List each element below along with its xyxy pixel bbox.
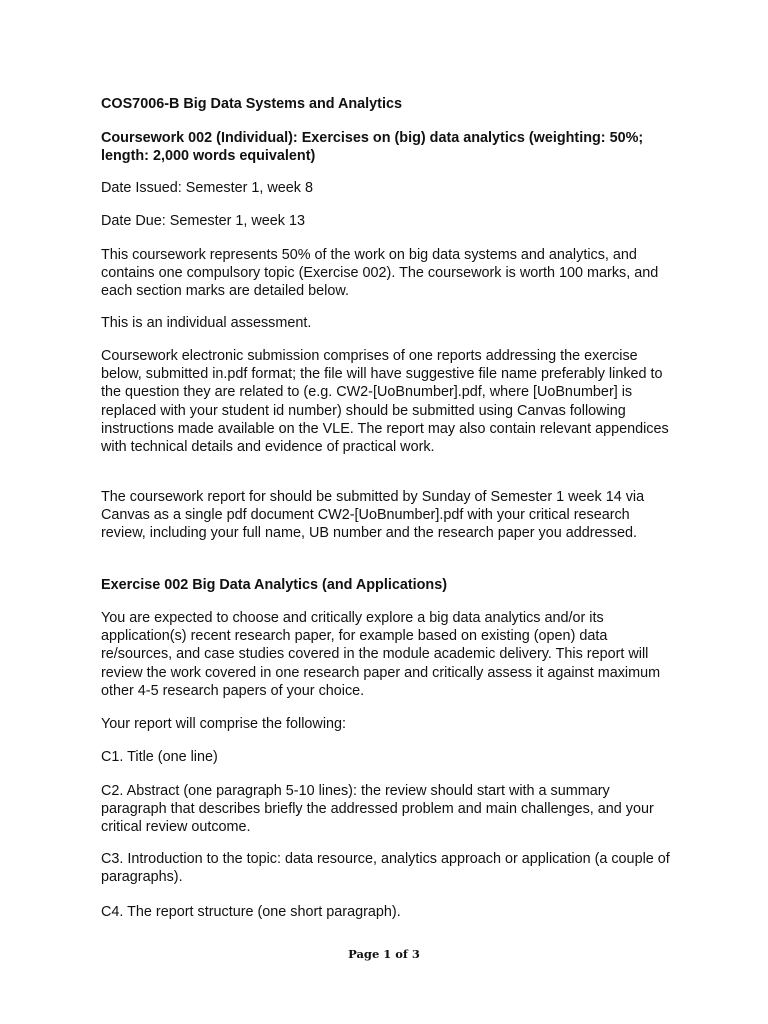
- deadline-paragraph: The coursework report for should be submitted by Sunday of Semester 1 week 14 via Canvas as a single pdf document CW2-[UoBnumber].pdf with your critical research review, including your full name, UB number and the research paper you addressed.: [101, 489, 645, 542]
- course-title: COS7006-B Big Data Systems and Analytics: [101, 96, 402, 112]
- exercise-heading: Exercise 002 Big Data Analytics (and Applications): [101, 577, 448, 593]
- exercise-paragraph: You are expected to choose and critically explore a big data analytics and/or its application(s) recent research paper, for example based on existing (open) data re/sources, and case studies covered in the module academic delivery. This report will review the work covered in one research paper and critically assess it against maximum other 4-5 research papers of your choice.: [101, 610, 661, 699]
- submission-paragraph: Coursework electronic submission comprises of one reports addressing the exercise below, submitted in.pdf format; the file will have suggestive file name preferably linked to the question they are related to (e.g. CW2-[UoBnumber].pdf, where [UoBnumber] is replaced with your student id number) should be submitted using Canvas following instructions made available on the VLE. The report may also contain relevant appendices with technical details and evidence of practical work.: [101, 348, 669, 456]
- intro-paragraph: This coursework represents 50% of the work on big data systems and analytics, and contains one compulsory topic (Exercise 002). The coursework is worth 100 marks, and each section marks are detailed below.: [101, 247, 659, 300]
- page-footer: Page 1 of 3: [348, 947, 420, 961]
- document-page: [101, 0, 673, 1024]
- report-intro: Your report will comprise the following:: [101, 716, 347, 732]
- item-c4: C4. The report structure (one short paragraph).: [101, 904, 401, 920]
- item-c3: C3. Introduction to the topic: data resource, analytics approach or application (a couple of paragraphs).: [101, 851, 670, 886]
- item-c1: C1. Title (one line): [101, 749, 218, 765]
- date-due: Date Due: Semester 1, week 13: [101, 213, 305, 229]
- date-issued: Date Issued: Semester 1, week 8: [101, 180, 313, 196]
- item-c2: C2. Abstract (one paragraph 5-10 lines): the review should start with a summary paragraph that describes briefly the addressed problem and main challenges, and your critical review outcome.: [101, 783, 654, 836]
- individual-note: This is an individual assessment.: [101, 315, 312, 331]
- coursework-title: Coursework 002 (Individual): Exercises on (big) data analytics (weighting: 50%; length: 2,000 words equivalent): [101, 130, 644, 165]
